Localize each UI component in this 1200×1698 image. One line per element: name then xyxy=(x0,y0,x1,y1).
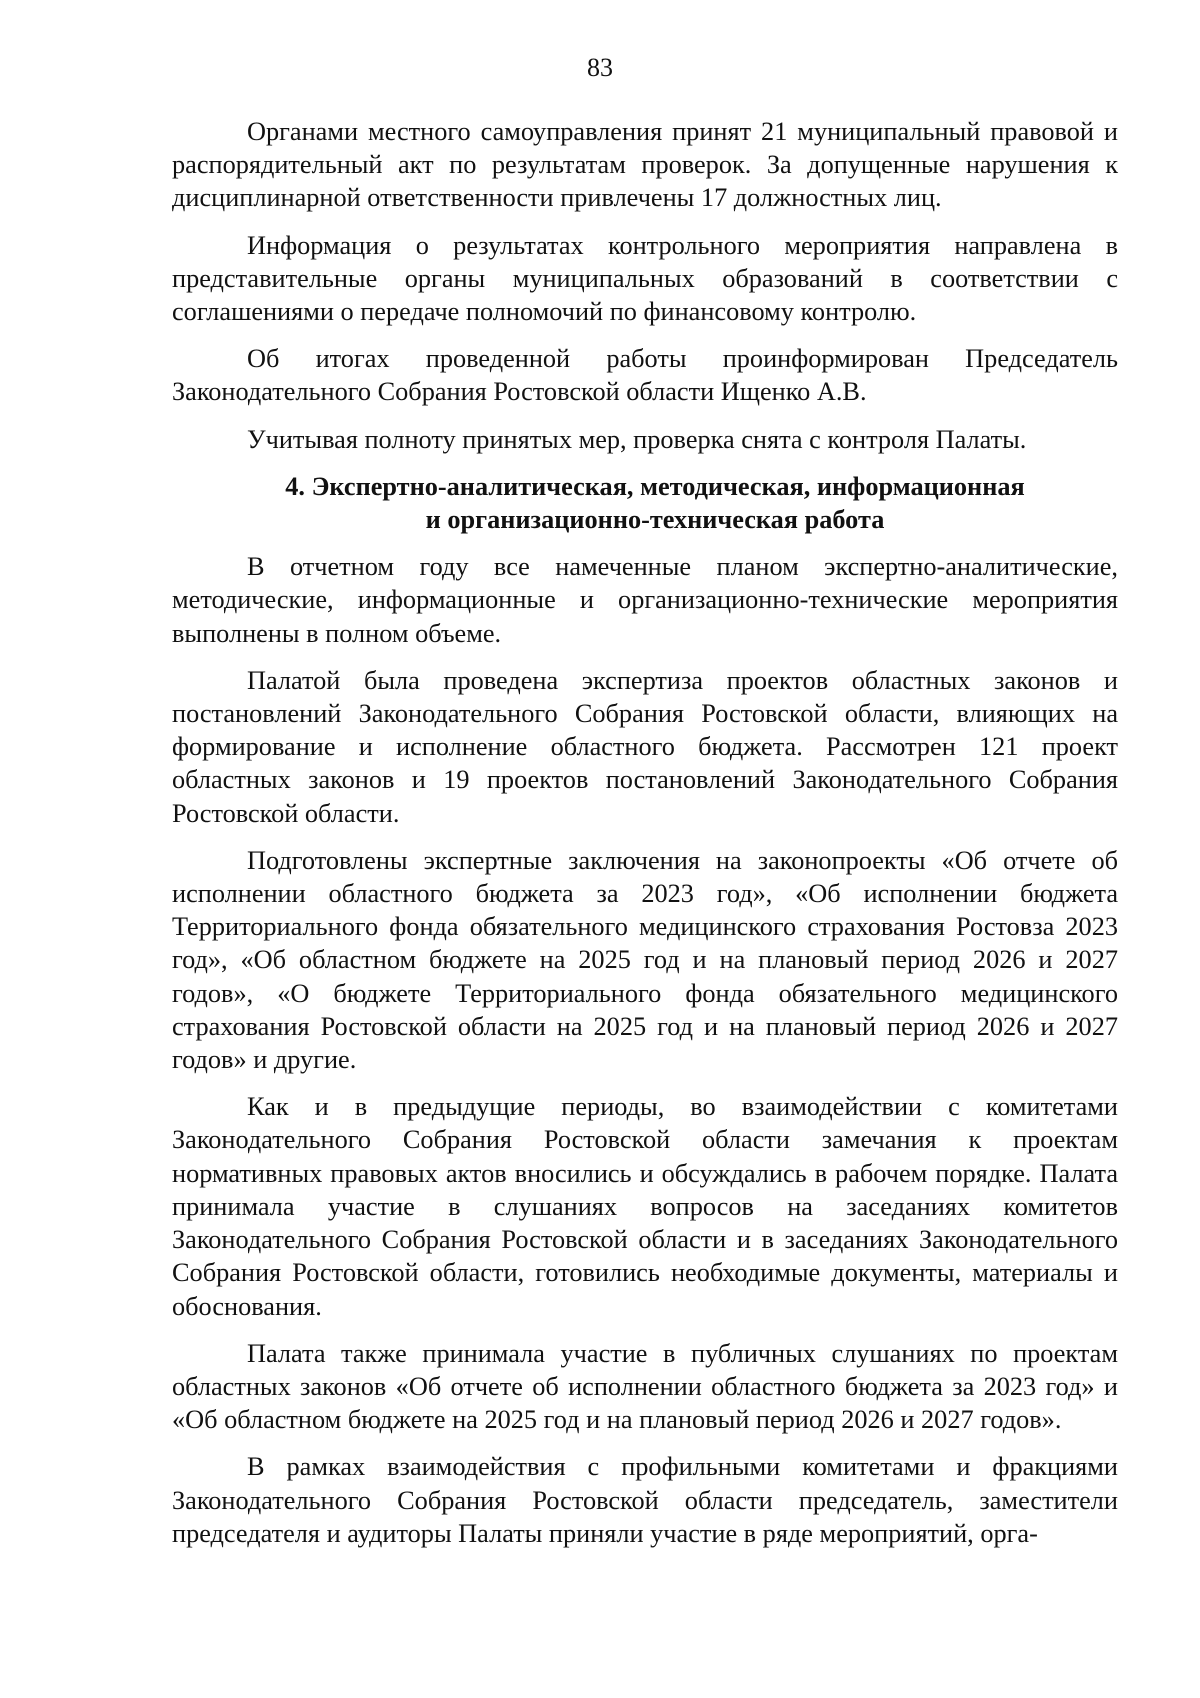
paragraph-local-acts: Органами местного самоуправления принят 21 муниципальный правовой и распорядительный акт по результатам проверок. За допущенные нарушения к дисциплинарной ответственности привлечены 17 должностных лиц. xyxy=(172,117,1118,213)
section-heading-line-2: и организационно-техническая работа xyxy=(425,505,885,535)
page-number: 83 xyxy=(587,53,613,82)
paragraph-check-removed: Учитывая полноту принятых мер, проверка снята с контроля Палаты. xyxy=(247,424,1027,454)
section-heading-line-1: 4. Экспертно-аналитическая, методическая, информационная xyxy=(285,471,1025,501)
paragraph-public-hearings: Палата также принимала участие в публичных слушаниях по проектам областных законов «Об отчете об исполнении областного бюджета за 2023 год» и «Об областном бюджете на 2025 год и на плановый период 2026 и 2027 годов». xyxy=(172,1338,1118,1435)
document-body xyxy=(172,115,1118,1550)
paragraph-expert-conclusions: Подготовлены экспертные заключения на законопроекты «Об отчете об исполнении областного бюджета за 2023 год», «Об исполнении бюджета Территориального фонда обязательного медицинского страхования Ростовза 2023 год», «Об областном бюджете на 2025 год и на плановый период 2026 и 2027 годов», «О бюджете Территориального фонда обязательного медицинского страхования Ростовской области на 2025 год и на плановый период 2026 и 2027 годов» и другие. xyxy=(172,845,1118,1075)
paragraph-plan-completed: В отчетном году все намеченные планом экспертно-аналитические, методические, информационные и организационно-технические мероприятия выполнены в полном объеме. xyxy=(172,552,1118,648)
section-heading xyxy=(172,470,1118,536)
paragraph-factions-interaction: В рамках взаимодействия с профильными комитетами и фракциями Законодательного Собрания Ростовской области председатель, заместители председателя и аудиторы Палаты приняли участие в ряде мероприятий, орга- xyxy=(172,1452,1118,1548)
paragraph-chairman-informed: Об итогах проведенной работы проинформирован Председатель Законодательного Собрания Ростовской области Ищенко А.В. xyxy=(172,344,1118,407)
paragraph-committee-interaction: Как и в предыдущие периоды, во взаимодействии с комитетами Законодательного Собрания Ростовской области замечания к проектам нормативных правовых актов вносились и обсуждались в рабочем порядке. Палата принимала участие в слушаниях вопросов на заседаниях комитетов Законодательного Собрания Ростовской области и в заседаниях Законодательного Собрания Ростовской области, готовились необходимые документы, материалы и обоснования. xyxy=(172,1092,1118,1321)
paragraph-expertise: Палатой была проведена экспертиза проектов областных законов и постановлений Законодательного Собрания Ростовской области, влияющих на формирование и исполнение областного бюджета. Рассмотрен 121 проект областных законов и 19 проектов постановлений Законодательного Собрания Ростовской области. xyxy=(172,665,1118,828)
paragraph-control-info: Информация о результатах контрольного мероприятия направлена в представительные органы муниципальных образований в соответствии с соглашениями о передаче полномочий по финансовому контролю. xyxy=(172,230,1118,327)
